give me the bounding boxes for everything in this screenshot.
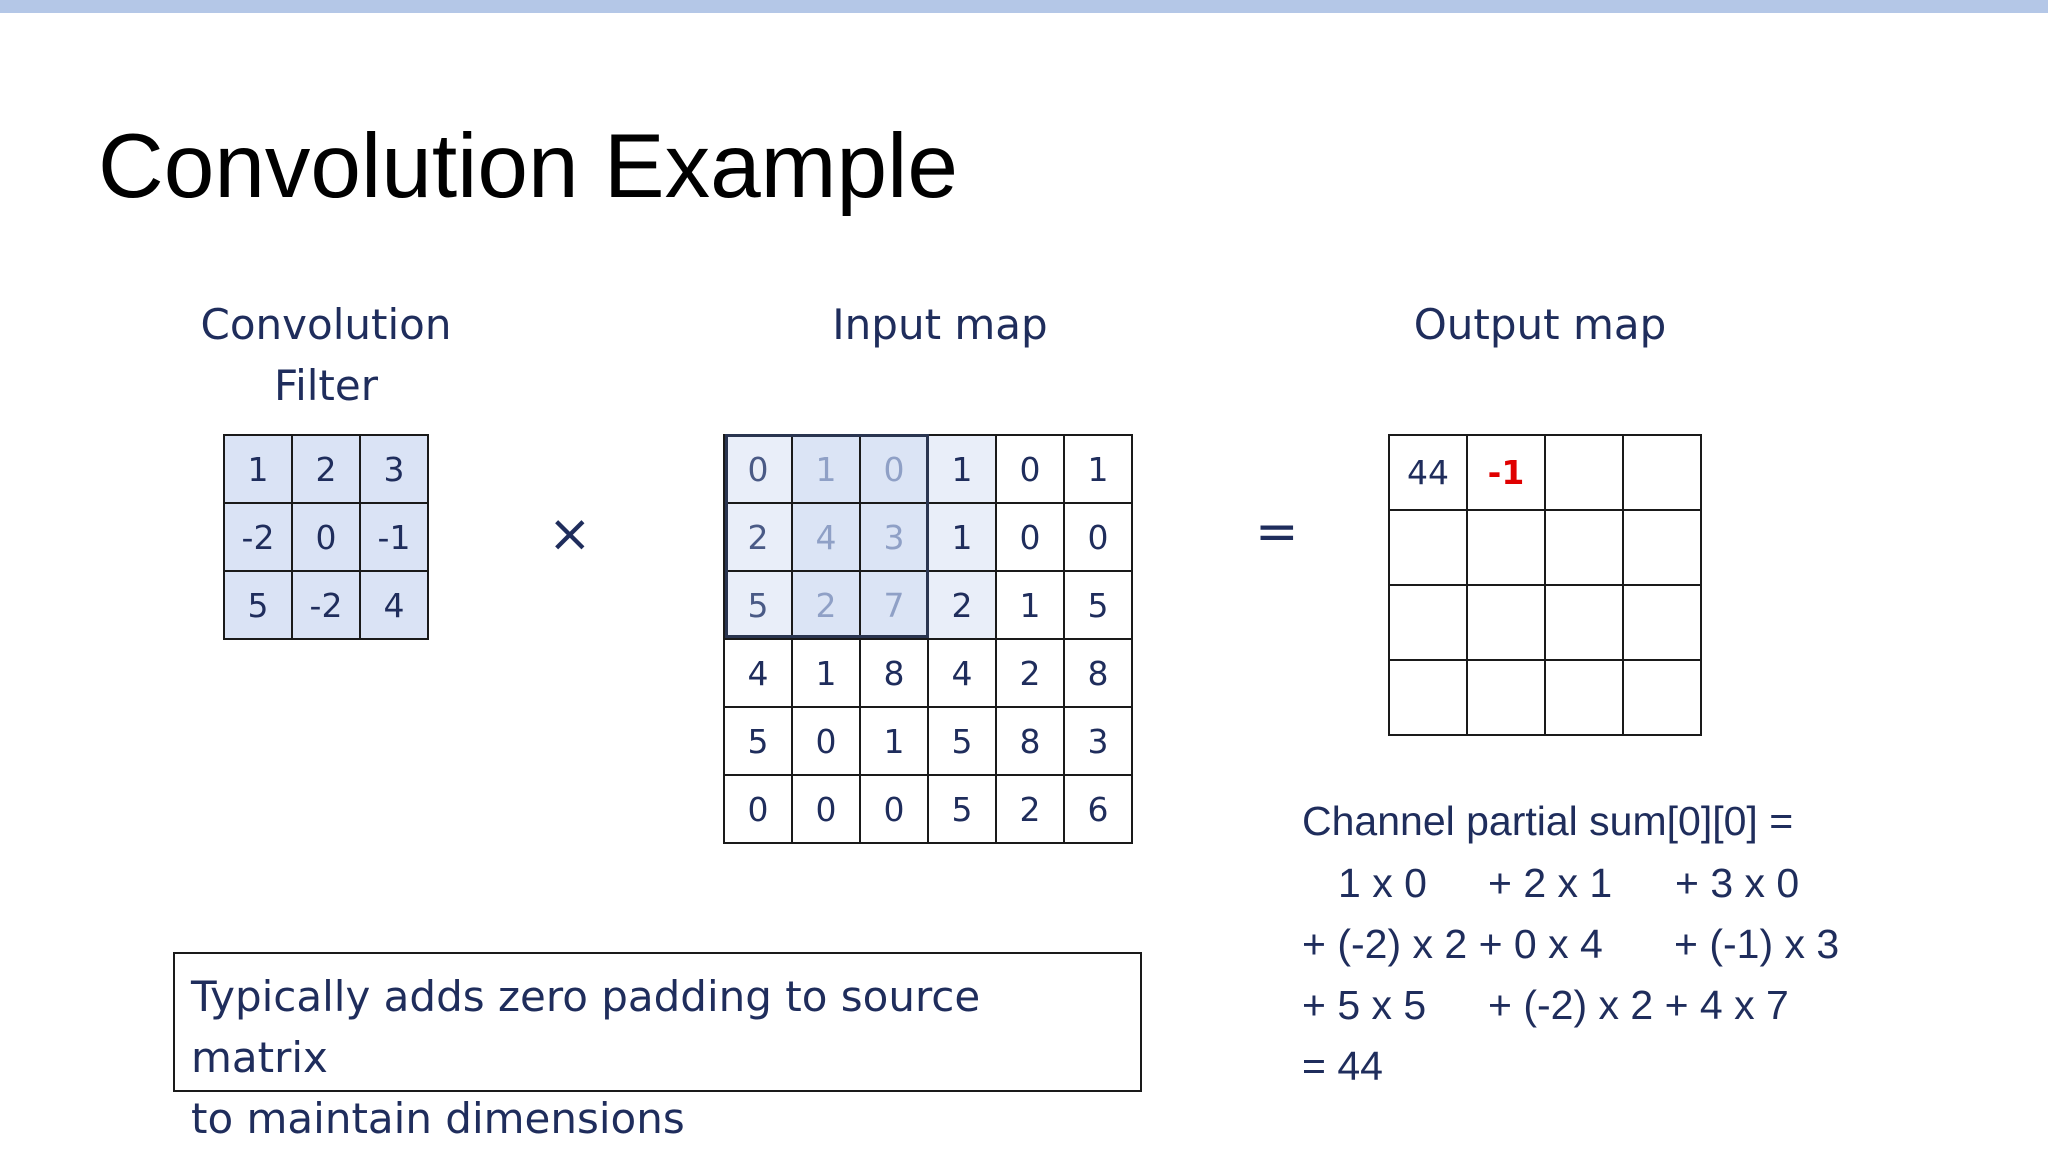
input-cell: 3	[861, 504, 929, 572]
input-matrix	[723, 434, 1133, 844]
input-cell: 1	[793, 436, 861, 504]
slide-title: Convolution Example	[98, 116, 958, 217]
input-cell: 5	[1065, 572, 1133, 640]
input-cell: 5	[725, 572, 793, 640]
filter-cell: 3	[361, 436, 429, 504]
formula-result: = 44	[1302, 1043, 1383, 1089]
input-cell: 5	[929, 708, 997, 776]
output-cell	[1546, 586, 1624, 661]
filter-cell: -2	[225, 504, 293, 572]
input-cell: 8	[1065, 640, 1133, 708]
input-cell: 0	[1065, 504, 1133, 572]
filter-cell: 5	[225, 572, 293, 640]
output-map-heading: Output map	[1413, 300, 1667, 349]
input-cell: 4	[725, 640, 793, 708]
output-cell	[1624, 586, 1702, 661]
input-cell: 0	[793, 708, 861, 776]
input-cell: 5	[929, 776, 997, 844]
input-cell: 2	[997, 776, 1065, 844]
formula-header: Channel partial sum[0][0] =	[1302, 798, 1794, 844]
input-cell: 0	[861, 776, 929, 844]
multiply-operator: ×	[548, 504, 592, 564]
input-cell: 4	[793, 504, 861, 572]
input-cell: 8	[997, 708, 1065, 776]
formula-term: 1 x 0	[1338, 860, 1427, 906]
input-cell: 8	[861, 640, 929, 708]
filter-cell: 1	[225, 436, 293, 504]
filter-cell: 0	[293, 504, 361, 572]
note-line1: Typically adds zero padding to source matrix	[191, 972, 981, 1082]
input-cell: 0	[725, 436, 793, 504]
formula-term: + 3 x 0	[1675, 860, 1800, 906]
output-cell	[1546, 436, 1624, 511]
input-cell: 0	[997, 436, 1065, 504]
output-cell	[1468, 511, 1546, 586]
filter-heading-line2: Filter	[273, 361, 378, 410]
input-cell: 2	[725, 504, 793, 572]
input-cell: 2	[793, 572, 861, 640]
input-cell: 1	[929, 436, 997, 504]
formula-term: + (-2) x 2 + 0 x 4	[1302, 921, 1603, 967]
formula-term: + 2 x 1	[1488, 860, 1613, 906]
filter-cell: 4	[361, 572, 429, 640]
input-cell: 1	[861, 708, 929, 776]
filter-cell: -2	[293, 572, 361, 640]
input-cell: 7	[861, 572, 929, 640]
filter-heading-line1: Convolution	[200, 300, 452, 349]
output-matrix	[1388, 434, 1702, 736]
output-cell: 44	[1390, 436, 1468, 511]
output-cell	[1468, 586, 1546, 661]
input-cell: 1	[997, 572, 1065, 640]
filter-cell: -1	[361, 504, 429, 572]
input-cell: 1	[793, 640, 861, 708]
input-map-heading: Input map	[832, 300, 1048, 349]
input-cell: 2	[997, 640, 1065, 708]
input-cell: 6	[1065, 776, 1133, 844]
accent-bar	[0, 0, 2048, 13]
output-cell	[1624, 436, 1702, 511]
output-cell	[1390, 661, 1468, 736]
input-cell: 2	[929, 572, 997, 640]
input-cell: 4	[929, 640, 997, 708]
output-cell	[1546, 511, 1624, 586]
formula-term: + (-1) x 3	[1674, 921, 1840, 967]
formula-term: + 5 x 5	[1302, 982, 1427, 1028]
output-cell	[1390, 511, 1468, 586]
formula-term: + (-2) x 2 + 4 x 7	[1488, 982, 1789, 1028]
filter-matrix	[223, 434, 429, 640]
input-cell: 0	[861, 436, 929, 504]
output-cell	[1468, 661, 1546, 736]
input-cell: 5	[725, 708, 793, 776]
input-cell: 0	[997, 504, 1065, 572]
input-cell: 1	[1065, 436, 1133, 504]
output-cell	[1546, 661, 1624, 736]
equals-operator: =	[1255, 502, 1299, 562]
output-cell	[1390, 586, 1468, 661]
output-cell	[1624, 511, 1702, 586]
input-cell: 0	[793, 776, 861, 844]
filter-heading	[196, 294, 456, 416]
input-cell: 0	[725, 776, 793, 844]
padding-note-box	[173, 952, 1142, 1143]
output-cell-highlighted: -1	[1468, 436, 1546, 511]
input-cell: 1	[929, 504, 997, 572]
note-line2: to maintain dimensions	[191, 1094, 685, 1143]
filter-cell: 2	[293, 436, 361, 504]
output-cell	[1624, 661, 1702, 736]
input-cell: 3	[1065, 708, 1133, 776]
